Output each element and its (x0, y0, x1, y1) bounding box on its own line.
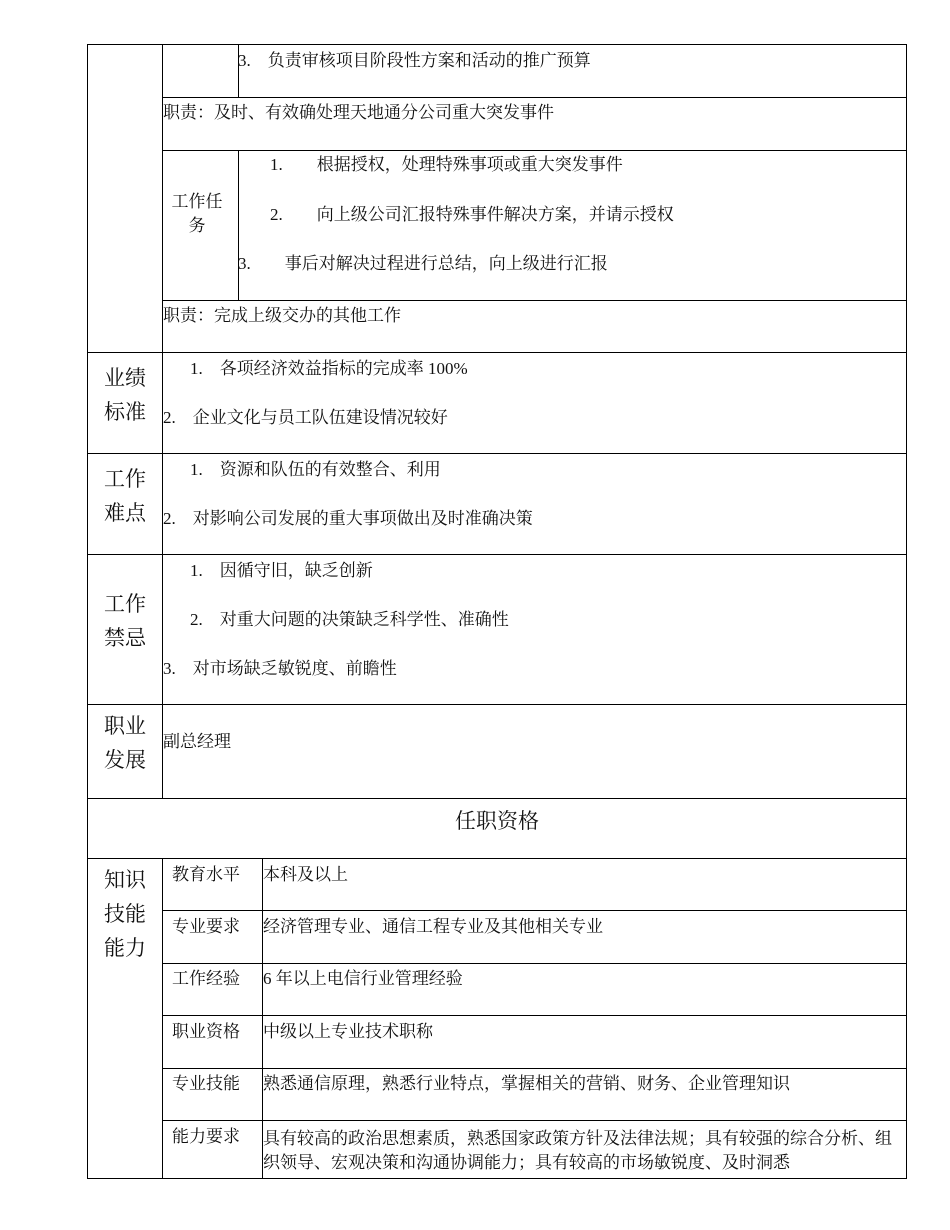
duty-other-title: 职责：完成上级交办的其他工作 (163, 306, 401, 325)
performance-item: 2. 企业文化与员工队伍建设情况较好 (163, 408, 448, 427)
performance-label: 业绩标准 (104, 366, 146, 424)
qual-key: 专业要求 (172, 917, 240, 936)
row-line (87, 858, 907, 859)
difficulty-item: 2. 对影响公司发展的重大事项做出及时准确决策 (163, 509, 533, 528)
row-line (162, 300, 907, 301)
qual-key: 工作经验 (172, 969, 240, 988)
task-item: 2. 向上级公司汇报特殊事件解决方案，并请示授权 (270, 205, 674, 224)
qual-value: 本科及以上 (263, 865, 348, 884)
task-item: 1. 根据授权，处理特殊事项或重大突发事件 (270, 155, 623, 174)
qual-value: 中级以上专业技术职称 (263, 1022, 433, 1041)
qual-value: 熟悉通信原理，熟悉行业特点，掌握相关的营销、财务、企业管理知识 (263, 1074, 790, 1093)
row-line (87, 352, 907, 353)
qual-value: 具有较高的政治思想素质，熟悉国家政策方针及法律法规；具有较强的综合分析、组织领导、宏观决策和沟通协调能力；具有较高的市场敏锐度、及时洞悉 (263, 1129, 892, 1172)
performance-item: 1. 各项经济效益指标的完成率 100% (190, 359, 468, 378)
difficulties-label: 工作难点 (104, 467, 146, 525)
table-right-border (906, 44, 907, 1179)
taboo-item: 3. 对市场缺乏敏锐度、前瞻性 (163, 659, 397, 678)
row-line (162, 150, 907, 151)
row-line (162, 910, 907, 911)
table-left-border (87, 44, 88, 1179)
difficulty-item: 1. 资源和队伍的有效整合、利用 (190, 460, 441, 479)
table-top-border (87, 44, 907, 45)
qual-key: 专业技能 (172, 1074, 240, 1093)
taboo-item: 1. 因循守旧，缺乏创新 (190, 561, 373, 580)
row-line (162, 1068, 907, 1069)
career-label: 职业发展 (104, 714, 146, 772)
row-line (162, 1015, 907, 1016)
row-line (87, 798, 907, 799)
row-line (162, 97, 907, 98)
task-label: 工作任务 (171, 192, 223, 235)
qual-key: 教育水平 (172, 865, 240, 884)
qualification-group-label: 知识技能能力 (104, 868, 146, 960)
qual-value: 经济管理专业、通信工程专业及其他相关专业 (263, 917, 603, 936)
qual-key: 职业资格 (172, 1022, 240, 1041)
qual-key: 能力要求 (172, 1127, 240, 1146)
row-line (87, 453, 907, 454)
career-value: 副总经理 (163, 732, 231, 751)
qual-value: 6 年以上电信行业管理经验 (263, 969, 463, 988)
table-bottom-border (87, 1178, 907, 1179)
task-item: 3. 事后对解决过程进行总结，向上级进行汇报 (238, 254, 608, 273)
taboo-item: 2. 对重大问题的决策缺乏科学性、准确性 (190, 610, 509, 629)
qualifications-heading: 任职资格 (455, 809, 539, 833)
row-line (87, 554, 907, 555)
row-line (162, 963, 907, 964)
previous-task-item: 3. 负责审核项目阶段性方案和活动的推广预算 (238, 51, 591, 70)
row-line (87, 704, 907, 705)
task-label-divider (238, 150, 239, 300)
duty-emergency-title: 职责：及时、有效确处理天地通分公司重大突发事件 (163, 103, 554, 122)
row-line (162, 1120, 907, 1121)
taboos-label: 工作禁忌 (104, 592, 146, 650)
qual-label-divider (162, 858, 163, 1179)
